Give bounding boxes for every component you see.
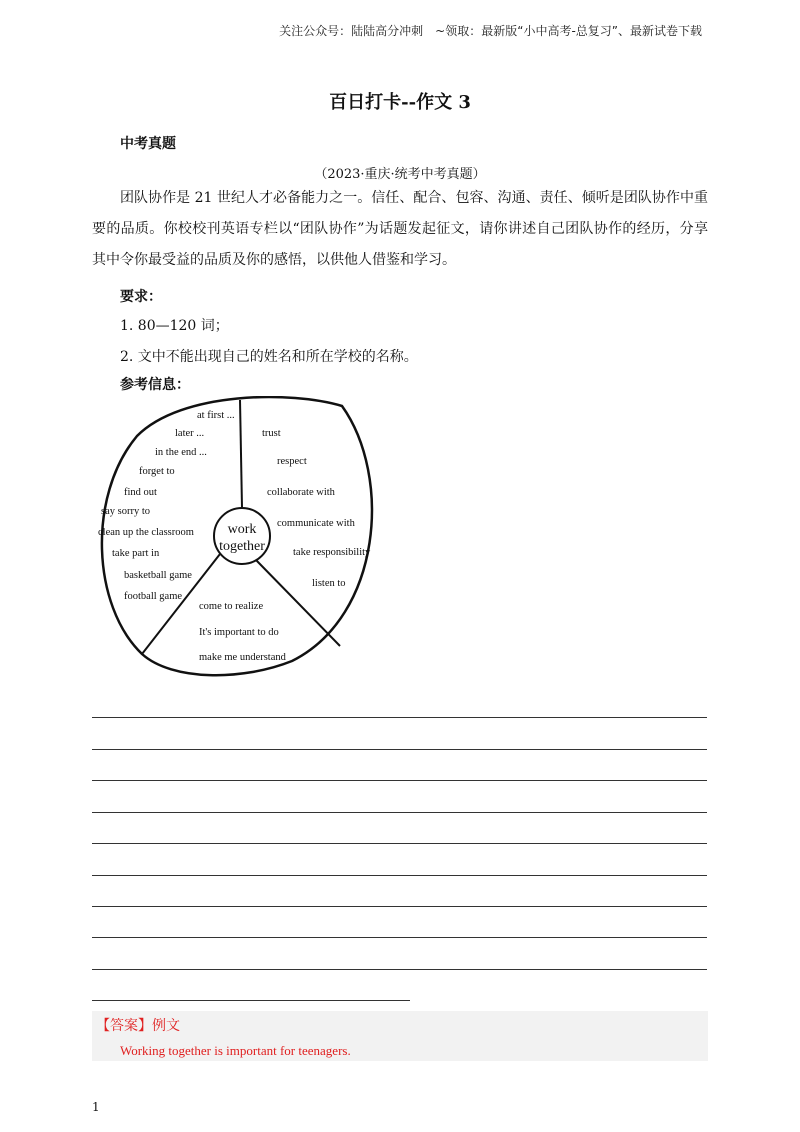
diagram-phrase: football game — [124, 591, 183, 602]
divider-top — [240, 400, 242, 508]
diagram-phrase: forget to — [139, 466, 175, 477]
diagram-phrase: come to realize — [199, 601, 264, 612]
diagram-phrase: find out — [124, 487, 157, 498]
writing-line — [92, 749, 707, 750]
writing-line — [92, 1000, 410, 1001]
writing-line — [92, 875, 707, 876]
diagram-phrase: make me understand — [199, 652, 286, 663]
reference-heading: 参考信息： — [120, 377, 190, 393]
header-note: 关注公众号：陆陆高分冲刺 ~领取：最新版“小中高考-总复习”、最新试卷下载 — [279, 24, 702, 38]
writing-line — [92, 969, 707, 970]
diagram-phrase: take responsibility — [293, 547, 371, 558]
writing-line — [92, 843, 707, 844]
diagram-phrase: respect — [277, 456, 307, 467]
answer-label: 【答案】例文 — [96, 1018, 180, 1034]
diagram-phrase: listen to — [312, 578, 346, 589]
diagram-phrase: in the end ... — [155, 447, 207, 458]
section-heading-exam: 中考真题 — [120, 136, 176, 152]
center-label-line1: work — [227, 522, 257, 537]
writing-line — [92, 780, 707, 781]
diagram-phrase: say sorry to — [101, 506, 150, 517]
work-together-diagram — [92, 396, 382, 681]
diagram-phrase: collaborate with — [267, 487, 335, 498]
page-number: 1 — [92, 1100, 100, 1114]
requirement-item: 1. 80—120 词； — [120, 318, 229, 334]
requirements-heading: 要求： — [120, 289, 162, 305]
writing-line — [92, 906, 707, 907]
requirement-item: 2. 文中不能出现自己的姓名和所在学校的名称。 — [120, 349, 418, 365]
page-title: 百日打卡--作文 3 — [329, 92, 471, 113]
diagram-phrase: at first ... — [197, 410, 235, 421]
writing-line — [92, 812, 707, 813]
prompt-paragraph — [92, 183, 708, 276]
prompt-text: 团队协作是 21 世纪人才必备能力之一。信任、配合、包容、沟通、责任、倾听是团队协作中重要的品质。你校校刊英语专栏以“团队协作”为话题发起征文，请你讲述自己团队协作的经历，分享其中令你最受益的品质及你的感悟，以供他人借鉴和学习。 — [92, 190, 708, 268]
diagram-svg — [92, 396, 382, 681]
diagram-phrase: basketball game — [124, 570, 192, 581]
diagram-phrase: clean up the classroom — [98, 527, 194, 538]
center-label-line2: together — [219, 539, 265, 554]
writing-line — [92, 937, 707, 938]
diagram-phrase: trust — [262, 428, 281, 439]
diagram-phrase: communicate with — [277, 518, 355, 529]
answer-text: Working together is important for teenagers. — [120, 1043, 351, 1058]
writing-line — [92, 717, 707, 718]
diagram-phrase: later ... — [175, 428, 205, 439]
diagram-phrase: take part in — [112, 548, 160, 559]
answer-box — [92, 1011, 708, 1061]
diagram-phrase: It's important to do — [199, 627, 279, 638]
exam-source: （2023·重庆·统考中考真题） — [314, 167, 486, 182]
